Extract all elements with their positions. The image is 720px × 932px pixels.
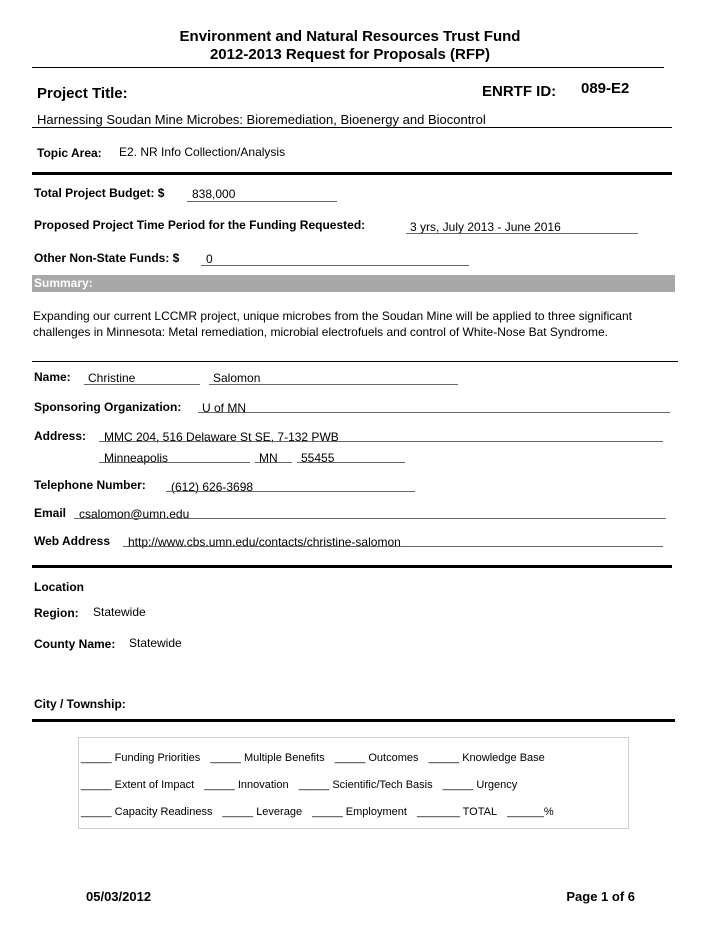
city-township-label: City / Township:: [34, 697, 126, 711]
topic-area-label: Topic Area:: [37, 146, 102, 160]
web-address-value: http://www.cbs.umn.edu/contacts/christine-salomon: [128, 535, 401, 549]
score-extent-of-impact: _____ Extent of Impact: [81, 779, 195, 791]
first-name-value: Christine: [88, 371, 136, 385]
summary-divider: [32, 361, 678, 362]
email-underline: [74, 518, 666, 519]
title-divider: [32, 127, 672, 128]
score-leverage: _____ Leverage: [222, 806, 303, 818]
first-name-underline: [84, 384, 200, 385]
scoring-box: [78, 737, 629, 829]
other-funds-label: Other Non-State Funds: $: [34, 251, 180, 265]
score-scientific-basis: _____ Scientific/Tech Basis: [298, 779, 433, 791]
other-funds-value: 0: [206, 252, 213, 266]
enrtf-id-value: 089-E2: [581, 80, 630, 97]
document-title: Environment and Natural Resources Trust Fund: [179, 28, 521, 45]
web-address-underline: [123, 546, 663, 547]
document-subtitle: 2012-2013 Request for Proposals (RFP): [209, 46, 491, 63]
address-label: Address:: [34, 429, 87, 443]
other-funds-underline: [201, 265, 469, 266]
address-underline: [99, 441, 663, 442]
address-value: MMC 204, 516 Delaware St SE, 7-132 PWB: [104, 430, 339, 444]
zip-value: 55455: [301, 451, 335, 465]
project-title-value: Harnessing Soudan Mine Microbes: Bioremediation, Bioenergy and Biocontrol: [37, 112, 486, 127]
state-underline: [255, 462, 292, 463]
total-budget-value: 838,000: [192, 187, 236, 201]
telephone-value: (612) 626-3698: [171, 480, 254, 494]
location-divider-thick: [32, 719, 675, 722]
location-heading: Location: [34, 580, 84, 594]
scoring-row-2: [81, 779, 524, 791]
header-divider: [32, 67, 664, 68]
scoring-row-3: [81, 806, 561, 818]
enrtf-id-label: ENRTF ID:: [482, 83, 557, 100]
telephone-underline: [166, 491, 415, 492]
city-underline: [99, 462, 250, 463]
county-value: Statewide: [129, 636, 182, 650]
last-name-value: Salomon: [213, 371, 261, 385]
score-outcomes: _____ Outcomes: [334, 752, 419, 764]
footer-date: 05/03/2012: [86, 889, 152, 904]
email-value: csalomon@umn.edu: [79, 507, 190, 521]
region-value: Statewide: [93, 605, 146, 619]
summary-text: Expanding our current LCCMR project, unique microbes from the Soudan Mine will be applied to three significant challenges in Minnesota: Metal remediation, microbial electrofuels and control of White-Nose Bat Syndrome.: [33, 309, 632, 339]
total-budget-underline: [187, 201, 337, 202]
sponsoring-org-underline: [198, 412, 670, 413]
section-divider-thick: [32, 172, 672, 175]
topic-area-value: E2. NR Info Collection/Analysis: [119, 145, 286, 159]
web-address-label: Web Address: [34, 534, 111, 548]
score-multiple-benefits: _____ Multiple Benefits: [210, 752, 325, 764]
footer-page-number: Page 1 of 6: [566, 889, 635, 904]
last-name-underline: [209, 384, 458, 385]
score-urgency: _____ Urgency: [442, 779, 518, 791]
score-employment: _____ Employment: [312, 806, 407, 818]
telephone-label: Telephone Number:: [34, 478, 146, 492]
city-value: Minneapolis: [104, 451, 169, 465]
name-label: Name:: [34, 370, 71, 384]
sponsoring-org-value: U of MN: [202, 401, 247, 415]
score-percent: ______%: [507, 806, 554, 818]
score-knowledge-base: _____ Knowledge Base: [428, 752, 545, 764]
score-total: _______ TOTAL: [416, 806, 498, 818]
project-title-label: Project Title:: [37, 85, 128, 102]
zip-underline: [297, 462, 405, 463]
summary-header: Summary:: [32, 275, 675, 292]
total-budget-label: Total Project Budget: $: [34, 186, 165, 200]
score-funding-priorities: _____ Funding Priorities: [81, 752, 201, 764]
time-period-value: 3 yrs, July 2013 - June 2016: [410, 220, 561, 234]
county-label: County Name:: [34, 637, 116, 651]
state-value: MN: [259, 451, 278, 465]
score-capacity-readiness: _____ Capacity Readiness: [81, 806, 213, 818]
time-period-underline: [406, 233, 638, 234]
region-label: Region:: [34, 606, 79, 620]
sponsoring-org-label: Sponsoring Organization:: [34, 400, 182, 414]
time-period-label: Proposed Project Time Period for the Funding Requested:: [34, 218, 366, 232]
email-label: Email: [34, 506, 67, 520]
scoring-row-1: [81, 752, 552, 764]
score-innovation: _____ Innovation: [204, 779, 289, 791]
contact-divider-thick: [32, 565, 672, 568]
